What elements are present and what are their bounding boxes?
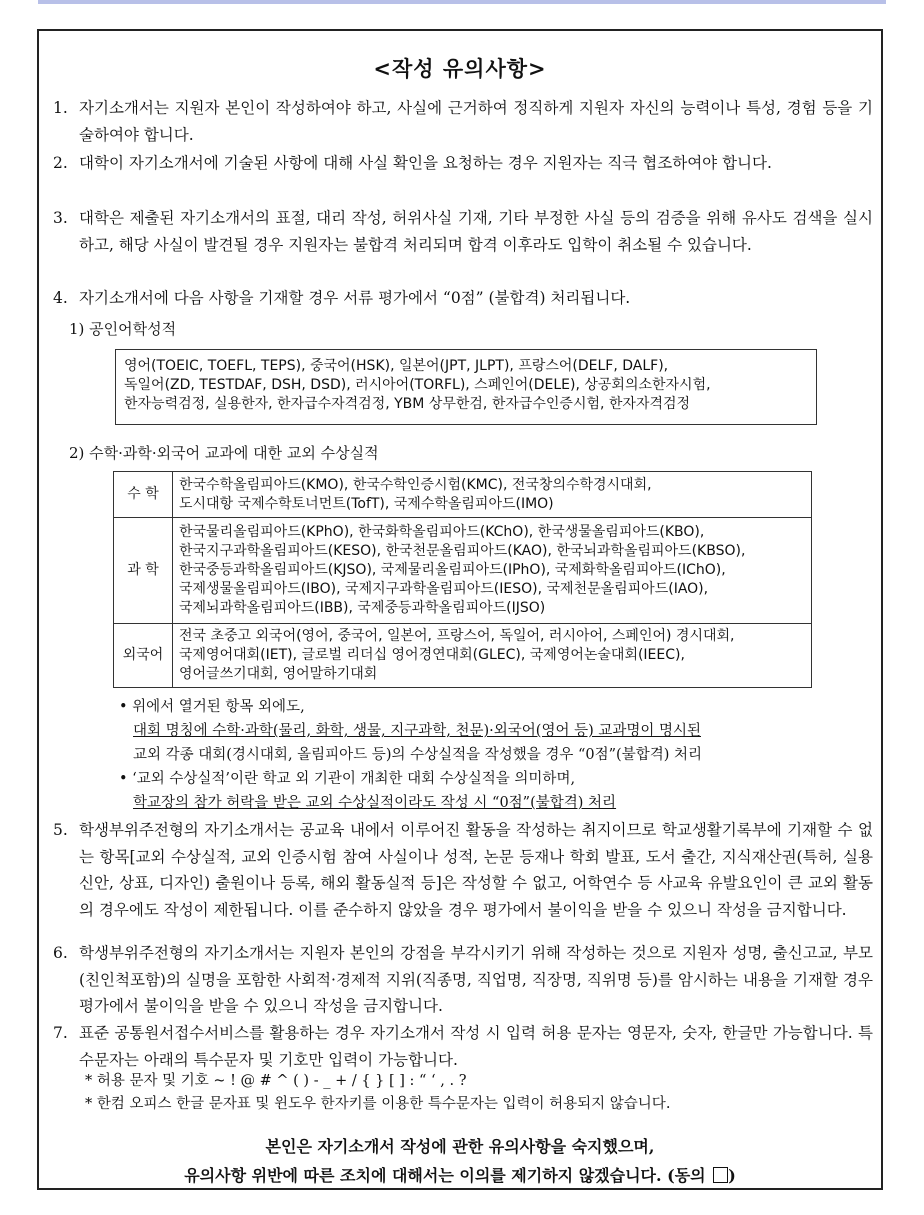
item-2 (53, 150, 873, 177)
notice-frame (37, 29, 883, 1190)
agreement-text: 유의사항 위반에 따른 조치에 대해서는 이의를 제기하지 않겠습니다. (동의 (184, 1166, 706, 1185)
item-7 (53, 1020, 873, 1073)
agreement-line-2 (39, 1161, 881, 1190)
item-text: 학생부위주전형의 자기소개서는 지원자 본인의 강점을 부각시키기 위해 작성하는 것으로 지원자 성명, 출신고교, 부모(친인척포함)의 실명을 포함한 사회적·경제적 지위(직종명, 직업명, 직장명, 직위명 등)를 암시하는 내용을 기재할 경우 평가에서 불이익을 받을 수 있으니 작성을 금지합니다. (79, 944, 873, 1015)
item-6 (53, 940, 873, 1020)
row-line: 도시대항 국제수학토너먼트(TofT), 국제수학올림피아드(IMO) (179, 495, 554, 512)
item-number: 2. (53, 154, 68, 172)
item-text: 자기소개서에 다음 사항을 기재할 경우 서류 평가에서 “0점” (불합격) 처리됩니다. (79, 289, 631, 307)
note-line: • ‘교외 수상실적’이란 학교 외 기관이 개최한 대회 수상실적을 의미하며, (119, 771, 576, 787)
row-content (173, 472, 812, 518)
item-text: 자기소개서는 지원자 본인이 작성하여야 하고, 사실에 근거하여 정직하게 지원자 자신의 능력이나 특성, 경험 등을 기술하여야 합니다. (79, 99, 873, 144)
box-line: 독일어(ZD, TESTDAF, DSH, DSD), 러시아어(TORFL), 스페인어(DELE), 상공회의소한자시험, (124, 377, 711, 393)
row-line: 한국지구과학올림피아드(KESO), 한국천문올림피아드(KAO), 한국뇌과학올림피아드(KBSO), (179, 543, 746, 559)
row-label: 수 학 (114, 472, 173, 518)
row-line: 한국수학올림피아드(KMO), 한국수학인증시험(KMC), 전국창의수학경시대회, (179, 476, 652, 493)
item-3 (53, 205, 873, 258)
box-line: 영어(TOEIC, TOEFL, TEPS), 중국어(HSK), 일본어(JPT, JLPT), 프랑스어(DELF, DALF), (124, 358, 669, 374)
hancom-note: * 한컴 오피스 한글 문자표 및 윈도우 한자키를 이용한 특수문자는 입력이 허용되지 않습니다. (85, 1096, 671, 1112)
item-number: 3. (53, 209, 68, 227)
row-line: 국제영어대회(IET), 글로벌 리더십 영어경연대회(GLEC), 국제영어논술대회(IEEC), (179, 647, 685, 663)
page-title: <작성 유의사항> (373, 56, 547, 81)
box-line: 한자능력검정, 실용한자, 한자급수자격검정, YBM 상무한검, 한자급수인증시험, 한자자격검정 (124, 396, 691, 412)
note-line: 대회 명칭에 수학·과학(물리, 화학, 생물, 지구과학, 천문)·외국어(영어 등) 교과명이 명시된 (133, 723, 701, 739)
row-line: 한국물리올림피아드(KPhO), 한국화학올림피아드(KChO), 한국생물올림피아드(KBO), (179, 524, 705, 540)
item-4 (53, 285, 873, 312)
item-number: 5. (53, 821, 68, 839)
top-accent-line (38, 0, 886, 4)
table-row (114, 472, 812, 518)
item-5 (53, 817, 873, 923)
item-1 (53, 95, 873, 148)
row-line: 영어글쓰기대회, 영어말하기대회 (179, 666, 378, 682)
item-number: 6. (53, 944, 68, 962)
note-line: • 위에서 열거된 항목 외에도, (119, 699, 305, 715)
note-line: 학교장의 참가 허락을 받은 교외 수상실적이라도 작성 시 “0점”(불합격) 처리 (133, 795, 617, 811)
row-label: 과 학 (114, 518, 173, 624)
sub1-label: 1) 공인어학성적 (69, 320, 177, 338)
closing-paren: ) (728, 1166, 736, 1185)
sub2-label: 2) 수학·과학·외국어 교과에 대한 교외 수상실적 (69, 444, 379, 462)
item-number: 7. (53, 1024, 68, 1042)
table-row (114, 624, 812, 688)
language-tests-box (115, 349, 817, 425)
item-text: 표준 공통원서접수서비스를 활용하는 경우 자기소개서 작성 시 입력 허용 문자는 영문자, 숫자, 한글만 가능합니다. 특수문자는 아래의 특수문자 및 기호만 입력이 가능합니다. (79, 1024, 873, 1069)
item-text: 대학이 자기소개서에 기술된 사항에 대해 사실 확인을 요청하는 경우 지원자는 직극 협조하여야 합니다. (79, 154, 772, 172)
awards-table (113, 471, 812, 688)
row-line: 전국 초중고 외국어(영어, 중국어, 일본어, 프랑스어, 독일어, 러시아어, 스페인어) 경시대회, (179, 628, 735, 644)
table-row (114, 518, 812, 624)
row-line: 국제생물올림피아드(IBO), 국제지구과학올림피아드(IESO), 국제천문올림피아드(IAO), (179, 581, 709, 597)
notes-block (119, 695, 839, 815)
note-line: 교외 각종 대회(경시대회, 올림피아드 등)의 수상실적을 작성했을 경우 “0점”(불합격) 처리 (133, 747, 703, 763)
agreement-statement (39, 1132, 881, 1190)
agreement-line-1: 본인은 자기소개서 작성에 관한 유의사항을 숙지했으며, (265, 1137, 655, 1156)
row-line: 국제뇌과학올림피아드(IBB), 국제중등과학올림피아드(IJSO) (179, 600, 546, 616)
allowed-chars: * 허용 문자 및 기호 ~ ! @ # ^ ( ) - _ + / { } [ ] : “ ‘ , . ? (85, 1073, 467, 1089)
row-content (173, 624, 812, 688)
row-line: 한국중등과학올림피아드(KJSO), 국제물리올림피아드(IPhO), 국제화학올림피아드(IChO), (179, 562, 726, 578)
agree-checkbox[interactable] (713, 1167, 728, 1183)
item-text: 학생부위주전형의 자기소개서는 공교육 내에서 이루어진 활동을 작성하는 취지이므로 학교생활기록부에 기재할 수 없는 항목[교외 수상실적, 교외 인증시험 참여 사실이나 성적, 논문 등재나 학회 발표, 도서 출간, 지식재산권(특허, 실용신안, 상표, 디자인) 출원이나 등록, 해외 활동실적 등]은 작성할 수 없고, 어학연수 등 사교육 유발요인이 큰 교외 활동의 경우에도 작성이 제한됩니다. 이를 준수하지 않았을 경우 평가에서 불이익을 받을 수 있으니 작성을 금지합니다. (79, 821, 873, 919)
item-number: 4. (53, 289, 68, 307)
item-number: 1. (53, 99, 68, 117)
row-label: 외국어 (114, 624, 173, 688)
item-text: 대학은 제출된 자기소개서의 표절, 대리 작성, 허위사실 기재, 기타 부정한 사실 등의 검증을 위해 유사도 검색을 실시하고, 해당 사실이 발견될 경우 지원자는 불합격 처리되며 합격 이후라도 입학이 취소될 수 있습니다. (79, 209, 873, 254)
row-content (173, 518, 812, 624)
